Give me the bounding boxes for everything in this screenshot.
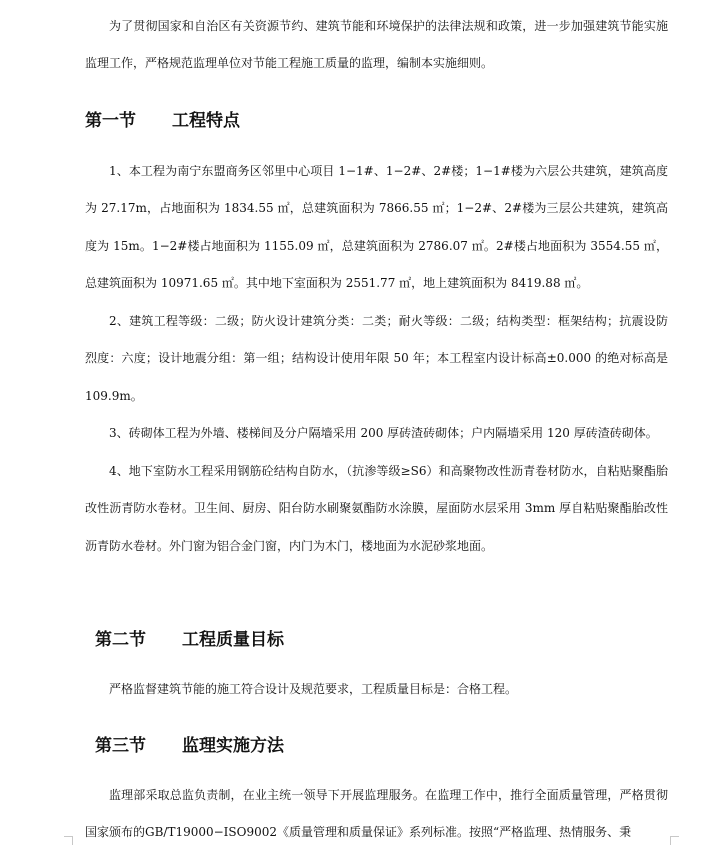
section-2-number: 第二节 [95, 630, 146, 650]
section-3-number: 第三节 [95, 736, 146, 756]
section-2-title: 工程质量目标 [182, 630, 284, 650]
section-1-paragraph-3: 3、砖砌体工程为外墙、楼梯间及分户隔墙采用 200 厚砖渣砖砌体；户内隔墙采用 120 厚砖渣砖砌体。 [109, 426, 658, 440]
margin-corner-mark-left [64, 836, 73, 845]
section-1-title: 工程特点 [172, 111, 240, 131]
section-3-title: 监理实施方法 [182, 736, 284, 756]
margin-corner-mark-right [670, 836, 679, 845]
section-1-paragraph-1: 1、本工程为南宁东盟商务区邻里中心项目 1−1#、1−2#、2#楼；1−1#楼为六层公共建筑，建筑高度为 27.17m，占地面积为 1834.55 ㎡，总建筑面积为 7866.55 ㎡；1−2#、2#楼为三层公共建筑，建筑高度为 15m。1−2#楼占地面积为 1155.09 ㎡，总建筑面积为 2786.07 ㎡。2#楼占地面积为 3554.55 ㎡，总建筑面积为 10971.65 ㎡。其中地下室面积为 2551.77 ㎡，地上建筑面积为 8419.88 ㎡。 [85, 164, 668, 290]
section-3-paragraph: 监理部采取总监负责制，在业主统一领导下开展监理服务。在监理工作中，推行全面质量管理，严格贯彻国家颁布的GB/T19000−ISO9002《质量管理和质量保证》系列标准。按照“严格监理、热情服务、秉 [85, 788, 668, 840]
intro-paragraph: 为了贯彻国家和自治区有关资源节约、建筑节能和环境保护的法律法规和政策，进一步加强建筑节能实施监理工作，严格规范监理单位对节能工程施工质量的监理，编制本实施细则。 [85, 19, 668, 71]
section-1-number: 第一节 [85, 111, 136, 131]
section-2-paragraph: 严格监督建筑节能的施工符合设计及规范要求，工程质量目标是：合格工程。 [109, 682, 518, 696]
section-1-paragraph-4: 4、地下室防水工程采用钢筋砼结构自防水，（抗渗等级≥S6）和高聚物改性沥青卷材防水，自粘贴聚酯胎改性沥青防水卷材。卫生间、厨房、阳台防水刷聚氨酯防水涂膜，屋面防水层采用 3mm 厚自粘贴聚酯胎改性沥青防水卷材。外门窗为铝合金门窗，内门为木门，楼地面为水泥砂浆地面。 [85, 464, 668, 553]
section-2-heading [95, 625, 284, 650]
section-1-heading [85, 106, 240, 131]
section-3-heading [95, 731, 284, 756]
section-1-paragraph-2: 2、建筑工程等级：二级；防火设计建筑分类：二类；耐火等级：二级；结构类型：框架结构；抗震设防烈度：六度；设计地震分组：第一组；结构设计使用年限 50 年；本工程室内设计标高±0.000 的绝对标高是 109.9m。 [85, 314, 668, 403]
